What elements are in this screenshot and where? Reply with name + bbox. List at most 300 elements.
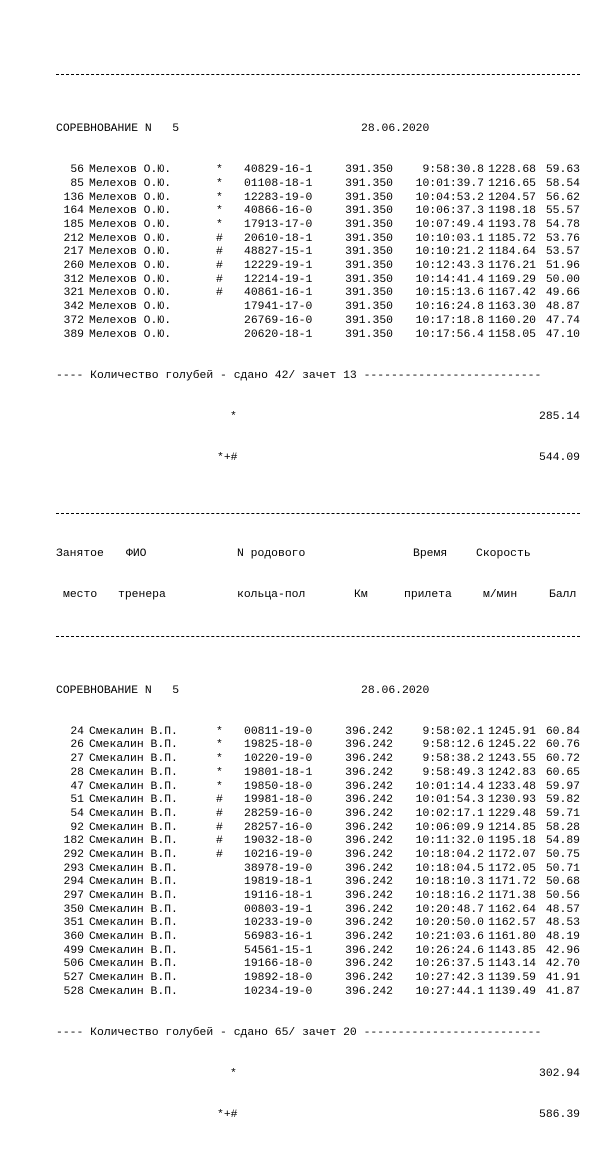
section1-header: [56, 123, 430, 137]
cell-time: 10:21:03.6: [415, 931, 484, 944]
cell-km: 396.242: [345, 835, 393, 848]
cell-speed: 1167.42: [488, 287, 536, 300]
cell-km: 396.242: [345, 780, 393, 793]
cell-km: 396.242: [345, 917, 393, 930]
cell-place: 360: [63, 931, 84, 944]
cell-km: 391.350: [345, 273, 393, 286]
cell-ring: 19801-18-1: [244, 766, 313, 779]
cell-score: 48.53: [545, 917, 580, 930]
cell-score: 47.74: [545, 314, 580, 327]
cell-time: 10:10:03.1: [415, 232, 484, 245]
cell-km: 396.242: [345, 821, 393, 834]
cell-speed: 1143.85: [488, 944, 536, 957]
table-row: [56, 985, 580, 1000]
cell-place: 342: [63, 301, 84, 314]
cell-km: 396.242: [345, 985, 393, 998]
cell-name: Смекалин В.П.: [89, 890, 178, 903]
table-row: [56, 780, 580, 795]
columns-bottom-divider: [56, 630, 83, 644]
cell-km: 391.350: [345, 219, 393, 232]
cell-score: 53.76: [545, 232, 580, 245]
cell-mark: #: [216, 835, 223, 848]
cell-ring: 12229-19-1: [244, 260, 313, 273]
cell-km: 396.242: [345, 958, 393, 971]
table-row: [56, 794, 580, 808]
table-row: [56, 219, 580, 233]
section1-rows: [56, 164, 580, 342]
table-row: [56, 260, 580, 274]
cell-mark: #: [216, 260, 223, 273]
col-ring-1: N родового: [237, 547, 306, 560]
cell-name: Мелехов О.Ю.: [89, 246, 172, 259]
cell-ring: 40829-16-1: [244, 164, 313, 177]
cell-time: 9:58:30.8: [422, 164, 484, 177]
cell-mark: *: [216, 739, 223, 752]
cell-score: 41.87: [545, 985, 580, 998]
cell-name: Мелехов О.Ю.: [89, 219, 172, 232]
col-km: Км: [354, 588, 368, 601]
cell-name: Смекалин В.П.: [89, 972, 178, 985]
cell-km: 391.350: [345, 191, 393, 204]
cell-time: 10:10:21.2: [415, 246, 484, 259]
top-divider: [56, 68, 83, 82]
cell-km: 391.350: [345, 260, 393, 273]
cell-name: Смекалин В.П.: [89, 958, 178, 971]
cell-ring: 10220-19-0: [244, 753, 313, 766]
cell-speed: 1169.29: [488, 273, 536, 286]
cell-ring: 19850-18-0: [244, 780, 313, 793]
cell-time: 10:06:37.3: [415, 205, 484, 218]
table-row: [56, 739, 580, 753]
cell-ring: 56983-16-1: [244, 931, 313, 944]
cell-time: 10:04:53.2: [415, 191, 484, 204]
cell-ring: 19825-18-0: [244, 739, 313, 752]
table-row: [56, 917, 580, 931]
cell-name: Смекалин В.П.: [89, 985, 178, 998]
cell-km: 391.350: [345, 246, 393, 259]
cell-name: Смекалин В.П.: [89, 931, 178, 944]
cell-place: 85: [70, 177, 84, 190]
cell-ring: 40861-16-1: [244, 287, 313, 300]
cell-place: 164: [63, 205, 84, 218]
cell-ring: 19116-18-1: [244, 890, 313, 903]
cell-ring: 19981-18-0: [244, 794, 313, 807]
table-row: [56, 205, 580, 219]
cell-time: 10:11:32.0: [415, 835, 484, 848]
cell-place: 217: [63, 246, 84, 259]
cell-name: Мелехов О.Ю.: [89, 301, 172, 314]
cell-time: 10:14:41.4: [415, 273, 484, 286]
cell-place: 294: [63, 876, 84, 889]
cell-time: 10:26:37.5: [415, 958, 484, 971]
cell-name: Смекалин В.П.: [89, 835, 178, 848]
table-row: [56, 301, 580, 315]
total-star-value: 285.14: [538, 410, 580, 423]
cell-place: 24: [70, 725, 84, 738]
cell-mark: *: [216, 164, 223, 177]
cell-score: 48.57: [545, 903, 580, 916]
cell-speed: 1172.07: [488, 848, 536, 861]
cell-time: 10:27:44.1: [415, 985, 484, 998]
cell-score: 58.28: [545, 821, 580, 834]
col-time-2: прилета: [404, 588, 452, 601]
summary-text: ---- Количество голубей - сдано 42/ зачет 13 --------------------------: [56, 369, 542, 382]
cell-score: 50.68: [545, 876, 580, 889]
cell-mark: *: [216, 725, 223, 738]
cell-ring: 20610-18-1: [244, 232, 313, 245]
table-row: [56, 931, 580, 945]
cell-km: 396.242: [345, 794, 393, 807]
cell-ring: 00811-19-0: [244, 725, 313, 738]
table-row: [56, 958, 580, 972]
cell-speed: 1176.21: [488, 260, 536, 273]
cell-place: 321: [63, 287, 84, 300]
cell-speed: 1245.22: [488, 739, 536, 752]
cell-place: 212: [63, 232, 84, 245]
table-row: [56, 807, 580, 822]
cell-place: 54: [70, 807, 84, 820]
cell-ring: 10234-19-0: [244, 985, 313, 998]
cell-km: 396.242: [345, 876, 393, 889]
table-row: [56, 164, 580, 178]
table-row: [56, 903, 580, 918]
col-score: Балл: [549, 588, 577, 601]
cell-time: 10:06:09.9: [415, 821, 484, 834]
cell-place: 297: [63, 890, 84, 903]
col-place-1: Занятое: [56, 547, 104, 560]
cell-place: 47: [70, 780, 84, 793]
cell-place: 350: [63, 903, 84, 916]
cell-name: Смекалин В.П.: [89, 876, 178, 889]
competition-date: 28.06.2020: [361, 684, 430, 697]
cell-place: 389: [63, 328, 84, 341]
cell-time: 9:58:49.3: [422, 766, 484, 779]
cell-mark: *: [216, 177, 223, 190]
cell-speed: 1162.64: [488, 903, 536, 916]
cell-km: 391.350: [345, 328, 393, 341]
cell-name: Смекалин В.П.: [89, 917, 178, 930]
table-row: [56, 287, 580, 301]
cell-mark: *: [216, 766, 223, 779]
competition-label: СОРЕВНОВАНИЕ N 5: [56, 123, 180, 136]
cell-place: 92: [70, 821, 84, 834]
table-row: [56, 246, 580, 260]
cell-speed: 1228.68: [488, 164, 536, 177]
col-name-1: ФИО: [126, 547, 147, 560]
cell-speed: 1139.49: [488, 985, 536, 998]
cell-ring: 19032-18-0: [244, 835, 313, 848]
cell-speed: 1161.80: [488, 931, 536, 944]
cell-time: 10:17:18.8: [415, 314, 484, 327]
cell-mark: #: [216, 807, 223, 820]
cell-place: 56: [70, 164, 84, 177]
cell-time: 10:01:14.4: [415, 780, 484, 793]
cell-place: 293: [63, 862, 84, 875]
cell-score: 50.00: [545, 273, 580, 286]
cell-place: 527: [63, 972, 84, 985]
cell-score: 60.76: [545, 739, 580, 752]
cell-mark: #: [216, 848, 223, 861]
cell-km: 391.350: [345, 301, 393, 314]
cell-ring: 10216-19-0: [244, 848, 313, 861]
cell-place: 26: [70, 739, 84, 752]
columns-top-divider: [56, 507, 83, 521]
cell-score: 49.66: [545, 287, 580, 300]
cell-ring: 19819-18-1: [244, 876, 313, 889]
section2-total-starhash: [56, 1109, 580, 1123]
col-name-2: тренера: [118, 588, 166, 601]
cell-place: 260: [63, 260, 84, 273]
cell-speed: 1193.78: [488, 219, 536, 232]
cell-name: Смекалин В.П.: [89, 807, 178, 820]
cell-speed: 1198.18: [488, 205, 536, 218]
cell-time: 10:16:24.8: [415, 301, 484, 314]
cell-ring: 17941-17-0: [244, 301, 313, 314]
cell-time: 10:01:39.7: [415, 177, 484, 190]
table-row: [56, 835, 580, 849]
section2-rows: [56, 725, 580, 1000]
cell-score: 54.89: [545, 835, 580, 848]
cell-speed: 1195.18: [488, 835, 536, 848]
table-row: [56, 273, 580, 288]
table-row: [56, 848, 580, 863]
cell-name: Мелехов О.Ю.: [89, 164, 172, 177]
col-ring-2: кольца-пол: [237, 588, 306, 601]
cell-speed: 1163.30: [488, 301, 536, 314]
cell-score: 50.71: [545, 862, 580, 875]
cell-name: Мелехов О.Ю.: [89, 287, 172, 300]
cell-name: Смекалин В.П.: [89, 739, 178, 752]
total-star-label: *: [230, 410, 237, 423]
cell-name: Смекалин В.П.: [89, 903, 178, 916]
cell-km: 396.242: [345, 903, 393, 916]
cell-time: 10:18:04.5: [415, 862, 484, 875]
cell-place: 185: [63, 219, 84, 232]
col-place-2: место: [63, 588, 98, 601]
cell-score: 55.57: [545, 205, 580, 218]
table-row: [56, 890, 580, 904]
cell-name: Мелехов О.Ю.: [89, 205, 172, 218]
cell-speed: 1185.72: [488, 232, 536, 245]
cell-score: 59.97: [545, 780, 580, 793]
cell-ring: 10233-19-0: [244, 917, 313, 930]
cell-ring: 12214-19-1: [244, 273, 313, 286]
cell-mark: #: [216, 246, 223, 259]
col-speed-1: Скорость: [476, 547, 531, 560]
cell-mark: #: [216, 232, 223, 245]
cell-name: Мелехов О.Ю.: [89, 328, 172, 341]
table-row: [56, 944, 580, 959]
cell-km: 396.242: [345, 766, 393, 779]
cell-ring: 26769-16-0: [244, 314, 313, 327]
cell-time: 10:27:42.3: [415, 972, 484, 985]
cell-km: 396.242: [345, 862, 393, 875]
table-row: [56, 191, 580, 206]
total-starhash-label: *+#: [217, 451, 238, 464]
competition-date: 28.06.2020: [361, 123, 430, 136]
cell-mark: *: [216, 205, 223, 218]
cell-name: Мелехов О.Ю.: [89, 191, 172, 204]
cell-speed: 1184.64: [488, 246, 536, 259]
cell-speed: 1243.55: [488, 753, 536, 766]
cell-speed: 1139.59: [488, 972, 536, 985]
cell-km: 396.242: [345, 739, 393, 752]
cell-score: 59.71: [545, 807, 580, 820]
cell-score: 54.78: [545, 219, 580, 232]
cell-name: Смекалин В.П.: [89, 780, 178, 793]
cell-ring: 40866-16-0: [244, 205, 313, 218]
cell-speed: 1233.48: [488, 780, 536, 793]
cell-time: 10:01:54.3: [415, 794, 484, 807]
cell-ring: 38978-19-0: [244, 862, 313, 875]
cell-mark: #: [216, 821, 223, 834]
table-row: [56, 314, 580, 329]
cell-mark: *: [216, 780, 223, 793]
cell-time: 10:18:04.2: [415, 848, 484, 861]
cell-time: 9:58:12.6: [422, 739, 484, 752]
cell-ring: 28257-16-0: [244, 821, 313, 834]
cell-km: 396.242: [345, 848, 393, 861]
cell-time: 10:20:48.7: [415, 903, 484, 916]
cell-name: Мелехов О.Ю.: [89, 273, 172, 286]
cell-name: Смекалин В.П.: [89, 821, 178, 834]
cell-km: 396.242: [345, 807, 393, 820]
cell-ring: 12283-19-0: [244, 191, 313, 204]
cell-km: 391.350: [345, 205, 393, 218]
cell-ring: 17913-17-0: [244, 219, 313, 232]
cell-time: 10:18:16.2: [415, 890, 484, 903]
cell-score: 48.87: [545, 301, 580, 314]
cell-score: 41.91: [545, 972, 580, 985]
cell-ring: 00803-19-1: [244, 903, 313, 916]
cell-ring: 48827-15-1: [244, 246, 313, 259]
cell-place: 372: [63, 314, 84, 327]
cell-speed: 1172.05: [488, 862, 536, 875]
cell-name: Мелехов О.Ю.: [89, 232, 172, 245]
cell-time: 10:17:56.4: [415, 328, 484, 341]
cell-speed: 1230.93: [488, 794, 536, 807]
cell-time: 10:20:50.0: [415, 917, 484, 930]
table-row: [56, 328, 580, 343]
cell-speed: 1216.65: [488, 177, 536, 190]
section1-total-starhash: [56, 451, 580, 466]
cell-score: 58.54: [545, 177, 580, 190]
cell-score: 53.57: [545, 246, 580, 259]
cell-km: 391.350: [345, 232, 393, 245]
cell-name: Смекалин В.П.: [89, 766, 178, 779]
cell-place: 136: [63, 191, 84, 204]
table-row: [56, 753, 580, 767]
cell-place: 292: [63, 848, 84, 861]
cell-place: 528: [63, 985, 84, 998]
cell-mark: *: [216, 219, 223, 232]
table-row: [56, 766, 580, 781]
total-star-label: *: [230, 1068, 237, 1081]
cell-ring: 20620-18-1: [244, 328, 313, 341]
cell-speed: 1171.38: [488, 890, 536, 903]
cell-name: Мелехов О.Ю.: [89, 314, 172, 327]
cell-score: 59.63: [545, 164, 580, 177]
cell-speed: 1242.83: [488, 766, 536, 779]
cell-ring: 19166-18-0: [244, 958, 313, 971]
cell-name: Смекалин В.П.: [89, 794, 178, 807]
cell-score: 60.72: [545, 753, 580, 766]
cell-place: 51: [70, 794, 84, 807]
cell-speed: 1171.72: [488, 876, 536, 889]
cell-km: 396.242: [345, 944, 393, 957]
cell-time: 10:26:24.6: [415, 944, 484, 957]
table-row: [56, 972, 580, 986]
cell-score: 47.10: [545, 328, 580, 341]
cell-mark: #: [216, 287, 223, 300]
competition-label: СОРЕВНОВАНИЕ N 5: [56, 684, 180, 697]
cell-speed: 1162.57: [488, 917, 536, 930]
cell-score: 42.70: [545, 958, 580, 971]
cell-km: 396.242: [345, 931, 393, 944]
cell-speed: 1214.85: [488, 821, 536, 834]
summary-text: ---- Количество голубей - сдано 65/ зачет 20 --------------------------: [56, 1026, 542, 1039]
cell-time: 10:02:17.1: [415, 807, 484, 820]
section1-summary: [56, 369, 542, 384]
cell-name: Мелехов О.Ю.: [89, 177, 172, 190]
cell-km: 396.242: [345, 890, 393, 903]
section1-total-star: [56, 410, 580, 425]
column-header-row-1: [56, 547, 531, 562]
table-row: [56, 862, 580, 877]
cell-place: 312: [63, 273, 84, 286]
col-speed-2: м/мин: [483, 588, 518, 601]
cell-place: 28: [70, 766, 84, 779]
cell-score: 50.75: [545, 848, 580, 861]
cell-name: Смекалин В.П.: [89, 753, 178, 766]
total-star-value: 302.94: [538, 1068, 580, 1081]
cell-km: 391.350: [345, 164, 393, 177]
cell-time: 9:58:38.2: [422, 753, 484, 766]
cell-ring: 28259-16-0: [244, 807, 313, 820]
cell-speed: 1158.05: [488, 328, 536, 341]
cell-time: 10:12:43.3: [415, 260, 484, 273]
cell-speed: 1204.57: [488, 191, 536, 204]
cell-time: 9:58:02.1: [422, 725, 484, 738]
cell-name: Смекалин В.П.: [89, 848, 178, 861]
cell-place: 27: [70, 753, 84, 766]
cell-place: 499: [63, 944, 84, 957]
cell-km: 396.242: [345, 725, 393, 738]
cell-km: 391.350: [345, 287, 393, 300]
cell-score: 60.65: [545, 766, 580, 779]
cell-mark: *: [216, 753, 223, 766]
cell-score: 48.19: [545, 931, 580, 944]
cell-speed: 1143.14: [488, 958, 536, 971]
total-starhash-label: *+#: [217, 1109, 238, 1122]
cell-score: 59.82: [545, 794, 580, 807]
cell-mark: #: [216, 273, 223, 286]
cell-km: 396.242: [345, 753, 393, 766]
table-row: [56, 725, 580, 740]
section2-header: [56, 684, 430, 699]
cell-speed: 1160.20: [488, 314, 536, 327]
cell-place: 506: [63, 958, 84, 971]
cell-time: 10:18:10.3: [415, 876, 484, 889]
cell-mark: *: [216, 191, 223, 204]
cell-score: 60.84: [545, 725, 580, 738]
table-row: [56, 876, 580, 890]
cell-score: 50.56: [545, 890, 580, 903]
cell-name: Мелехов О.Ю.: [89, 260, 172, 273]
cell-speed: 1229.48: [488, 807, 536, 820]
cell-name: Смекалин В.П.: [89, 725, 178, 738]
cell-km: 396.242: [345, 972, 393, 985]
